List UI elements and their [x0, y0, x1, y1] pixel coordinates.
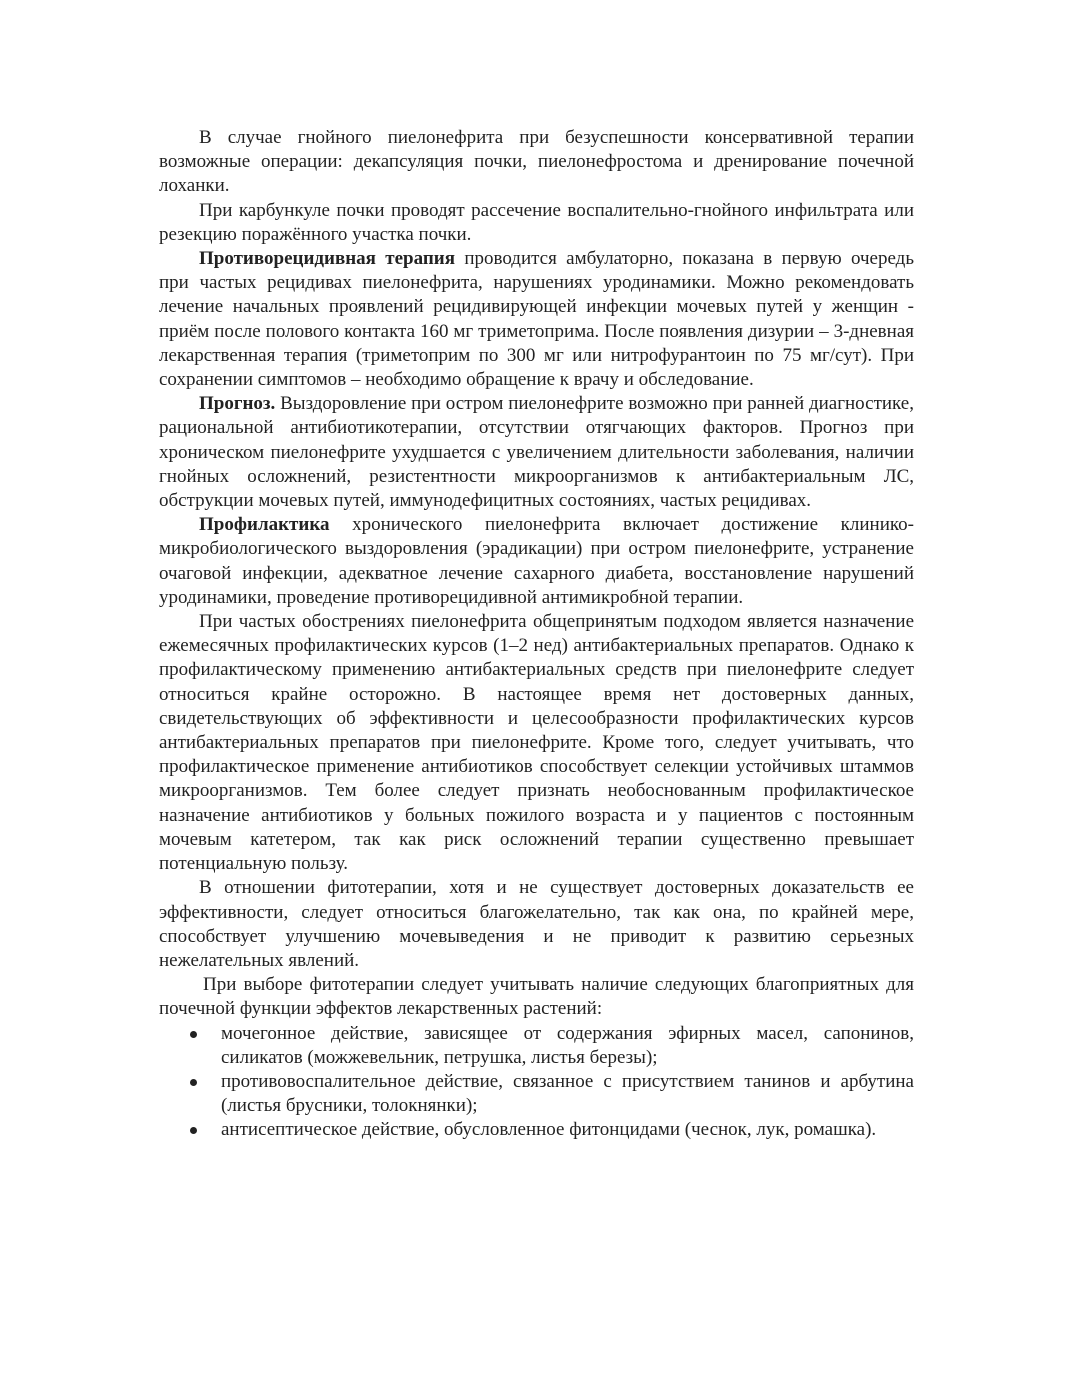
paragraph-prognosis [159, 392, 914, 513]
paragraph-text: В случае гнойного пиелонефрита при безуспешности консервативной терапии возможные операции: декапсуляция почки, пиелонефростома и дренирование почечной лоханки. [159, 127, 914, 197]
list-item [159, 1118, 914, 1142]
effects-list [159, 1022, 914, 1143]
paragraph-lead: Профилактика [199, 514, 330, 536]
list-item-text: мочегонное действие, зависящее от содержания эфирных масел, сапонинов, силикатов (можжевельник, петрушка, листья березы); [221, 1022, 914, 1068]
paragraph-text: В отношении фитотерапии, хотя и не существует достоверных доказательств ее эффективности, следует относиться благожелательно, так как она, по крайней мере, способствует улучшению мочевыведения и не приводит к развитию серьезных нежелательных явлений. [159, 877, 914, 971]
bullet-icon [190, 1127, 197, 1134]
list-item [159, 1070, 914, 1118]
paragraph-text: При карбункуле почки проводят рассечение воспалительно-гнойного инфильтрата или резекцию поражённого участка почки. [159, 199, 914, 245]
paragraph-phytotherapy-selection [159, 973, 914, 1021]
bullet-icon [190, 1031, 197, 1038]
paragraph-lead: Противорецидивная терапия [199, 248, 456, 270]
list-item-text: противовоспалительное действие, связанное с присутствием танинов и арбутина (листья брусники, толокнянки); [221, 1070, 914, 1117]
list-item [159, 1022, 914, 1070]
paragraph-text: хронического пиелонефрита включает достижение клинико-микробиологического выздоровления (эрадикации) при остром пиелонефрите, устранение очаговой инфекции, адекватное лечение сахарного диабета, восстановление нарушений уродинамики, проведение противорецидивной антимикробной терапии. [159, 514, 914, 608]
paragraph-carbuncle [159, 199, 914, 247]
paragraph-text: При частых обострениях пиелонефрита общепринятым подходом является назначение ежемесячных профилактических курсов (1–2 нед) антибактериальных препаратов. Однако к профилактическому применению антибактериальных средств при пиелонефрите следует относиться крайне осторожно. В настоящее время нет достоверных данных, свидетельствующих об эффективности и целесообразности профилактических курсов антибактериальных препаратов при пиелонефрите. Кроме того, следует учитывать, что профилактическое применение антибиотиков способствует селекции устойчивых штаммов микроорганизмов. Тем более следует признать необоснованным профилактическое назначение антибиотиков у больных пожилого возраста и у пациентов с постоянным мочевым катетером, так как риск осложнений терапии существенно превышает потенциальную пользу. [159, 611, 914, 875]
paragraph-phytotherapy [159, 876, 914, 973]
paragraph-lead: Прогноз. [199, 393, 276, 415]
paragraph-prevention [159, 513, 914, 610]
paragraph-antirelapse-therapy [159, 247, 914, 392]
paragraph-text: проводится амбулаторно, показана в первую очередь при частых рецидивах пиелонефрита, нарушениях уродинамики. Можно рекомендовать лечение начальных проявлений рецидивирующей инфекции мочевых путей у женщин - приём после полового контакта 160 мг триметоприма. После появления дизурии – 3-дневная лекарственная терапия (триметоприм по 300 мг или нитрофурантоин по 75 мг/сут). При сохранении симптомов – необходимо обращение к врачу и обследование. [159, 248, 914, 391]
bullet-icon [190, 1079, 197, 1086]
paragraph-text: Выздоровление при остром пиелонефрите возможно при ранней диагностике, рациональной антибиотикотерапии, отсутствии отягчающих факторов. Прогноз при хроническом пиелонефрите ухудшается с увеличением длительности заболевания, наличии гнойных осложнений, резистентности микроорганизмов к антибактериальным ЛС, обструкции мочевых путей, иммунодефицитных состояниях, частых рецидивах. [159, 393, 914, 512]
list-item-text: антисептическое действие, обусловленное фитонцидами (чеснок, лук, ромашка). [221, 1119, 877, 1141]
paragraph-prophylactic-courses [159, 610, 914, 876]
paragraph-text: При выборе фитотерапии следует учитывать наличие следующих благоприятных для почечной функции эффектов лекарственных растений: [159, 974, 914, 1020]
paragraph-surgery [159, 126, 914, 199]
document-page [159, 126, 914, 1143]
